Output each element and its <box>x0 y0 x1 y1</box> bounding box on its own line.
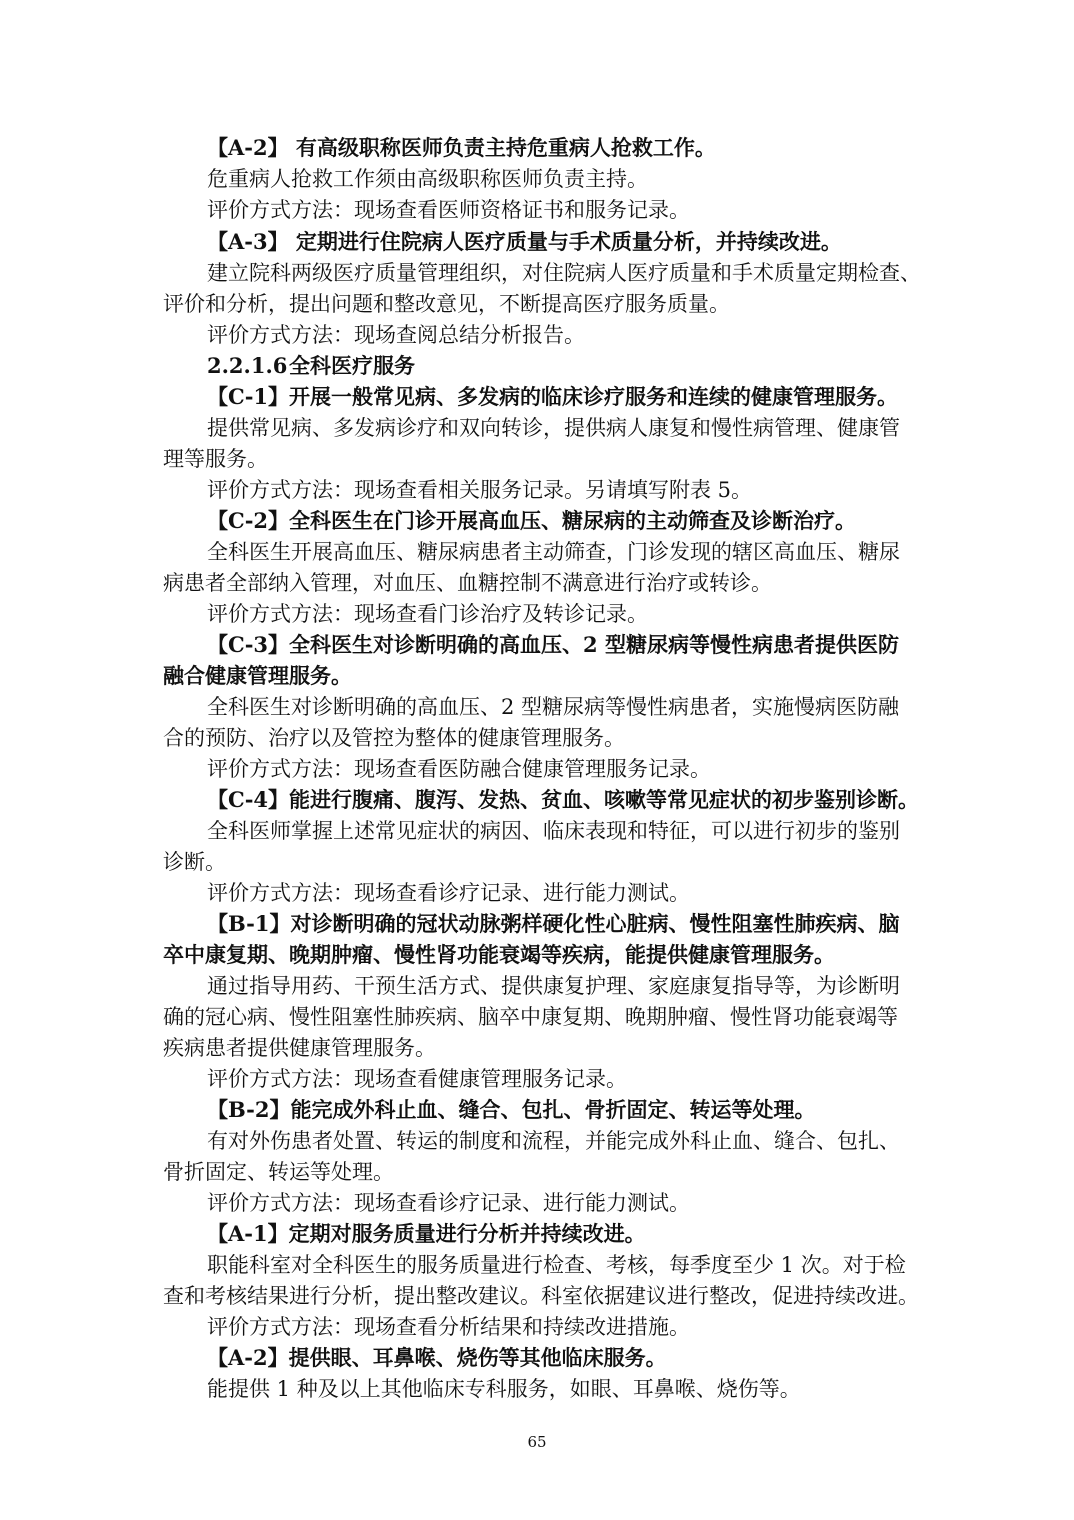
evaluation-method: 评价方式方法：现场查看相关服务记录。另请填写附表 5。 <box>207 478 753 502</box>
clause-heading: 【C-3】全科医生对诊断明确的高血压、2 型糖尿病等慢性病患者提供医防 <box>207 632 899 657</box>
clause-heading: 【C-4】能进行腹痛、腹泻、发热、贫血、咳嗽等常见症状的初步鉴别诊断。 <box>207 787 920 812</box>
clause-text: 全科医生对诊断明确的高血压、2 型糖尿病等慢性病患者，实施慢病医防融 <box>207 695 900 719</box>
clause-heading: 融合健康管理服务。 <box>163 663 352 688</box>
section-number: 2.2.1.6 <box>207 353 288 378</box>
clause-text: 查和考核结果进行分析，提出整改建议。科室依据建议进行整改，促进持续改进。 <box>163 1284 919 1308</box>
clause-heading: 【B-1】对诊断明确的冠状动脉粥样硬化性心脏病、慢性阻塞性肺疾病、脑 <box>207 911 900 936</box>
evaluation-method: 评价方式方法：现场查看门诊治疗及转诊记录。 <box>207 602 648 626</box>
clause-heading: 【C-2】全科医生在门诊开展高血压、糖尿病的主动筛查及诊断治疗。 <box>207 508 857 533</box>
clause-text: 合的预防、治疗以及管控为整体的健康管理服务。 <box>163 726 625 750</box>
clause-text: 全科医师掌握上述常见症状的病因、临床表现和特征，可以进行初步的鉴别 <box>207 819 900 843</box>
clause-text: 确的冠心病、慢性阻塞性肺疾病、脑卒中康复期、晚期肿瘤、慢性肾功能衰竭等 <box>163 1005 898 1029</box>
clause-heading: 【A-2】 有高级职称医师负责主持危重病人抢救工作。 <box>207 135 716 160</box>
section-title: 全科医疗服务 <box>289 353 415 378</box>
clause-text: 理等服务。 <box>163 447 268 471</box>
evaluation-method: 评价方式方法：现场查看分析结果和持续改进措施。 <box>207 1315 690 1339</box>
clause-text: 骨折固定、转运等处理。 <box>163 1160 394 1184</box>
clause-text: 全科医生开展高血压、糖尿病患者主动筛查，门诊发现的辖区高血压、糖尿 <box>207 540 900 564</box>
evaluation-method: 评价方式方法：现场查看医防融合健康管理服务记录。 <box>207 757 711 781</box>
clause-heading: 【C-1】开展一般常见病、多发病的临床诊疗服务和连续的健康管理服务。 <box>207 384 899 409</box>
clause-heading: 卒中康复期、晚期肿瘤、慢性肾功能衰竭等疾病，能提供健康管理服务。 <box>163 942 835 967</box>
clause-text: 病患者全部纳入管理，对血压、血糖控制不满意进行治疗或转诊。 <box>163 571 772 595</box>
clause-text: 疾病患者提供健康管理服务。 <box>163 1036 436 1060</box>
evaluation-method: 评价方式方法：现场查阅总结分析报告。 <box>207 323 585 347</box>
clause-heading: 【A-3】 定期进行住院病人医疗质量与手术质量分析，并持续改进。 <box>207 229 842 254</box>
evaluation-method: 评价方式方法：现场查看诊疗记录、进行能力测试。 <box>207 1191 690 1215</box>
section-heading <box>0 349 1074 383</box>
clause-text: 职能科室对全科医生的服务质量进行检查、考核，每季度至少 1 次。对于检 <box>207 1253 906 1277</box>
clause-text: 有对外伤患者处置、转运的制度和流程，并能完成外科止血、缝合、包扎、 <box>207 1129 900 1153</box>
clause-text: 能提供 1 种及以上其他临床专科服务，如眼、耳鼻喉、烧伤等。 <box>207 1377 801 1401</box>
evaluation-method: 评价方式方法：现场查看健康管理服务记录。 <box>207 1067 627 1091</box>
clause-heading: 【A-1】定期对服务质量进行分析并持续改进。 <box>207 1221 646 1246</box>
evaluation-method: 评价方式方法：现场查看诊疗记录、进行能力测试。 <box>207 881 690 905</box>
page-number: 65 <box>527 1433 547 1451</box>
clause-text: 通过指导用药、干预生活方式、提供康复护理、家庭康复指导等，为诊断明 <box>207 974 900 998</box>
clause-text: 建立院科两级医疗质量管理组织，对住院病人医疗质量和手术质量定期检查、 <box>207 261 921 285</box>
clause-heading: 【B-2】能完成外科止血、缝合、包扎、骨折固定、转运等处理。 <box>207 1097 816 1122</box>
clause-text: 评价和分析，提出问题和整改意见，不断提高医疗服务质量。 <box>163 292 730 316</box>
clause-heading: 【A-2】提供眼、耳鼻喉、烧伤等其他临床服务。 <box>207 1345 667 1370</box>
clause-text: 危重病人抢救工作须由高级职称医师负责主持。 <box>207 167 648 191</box>
clause-text: 提供常见病、多发病诊疗和双向转诊，提供病人康复和慢性病管理、健康管 <box>207 416 900 440</box>
evaluation-method: 评价方式方法：现场查看医师资格证书和服务记录。 <box>207 198 690 222</box>
clause-text: 诊断。 <box>163 850 226 874</box>
